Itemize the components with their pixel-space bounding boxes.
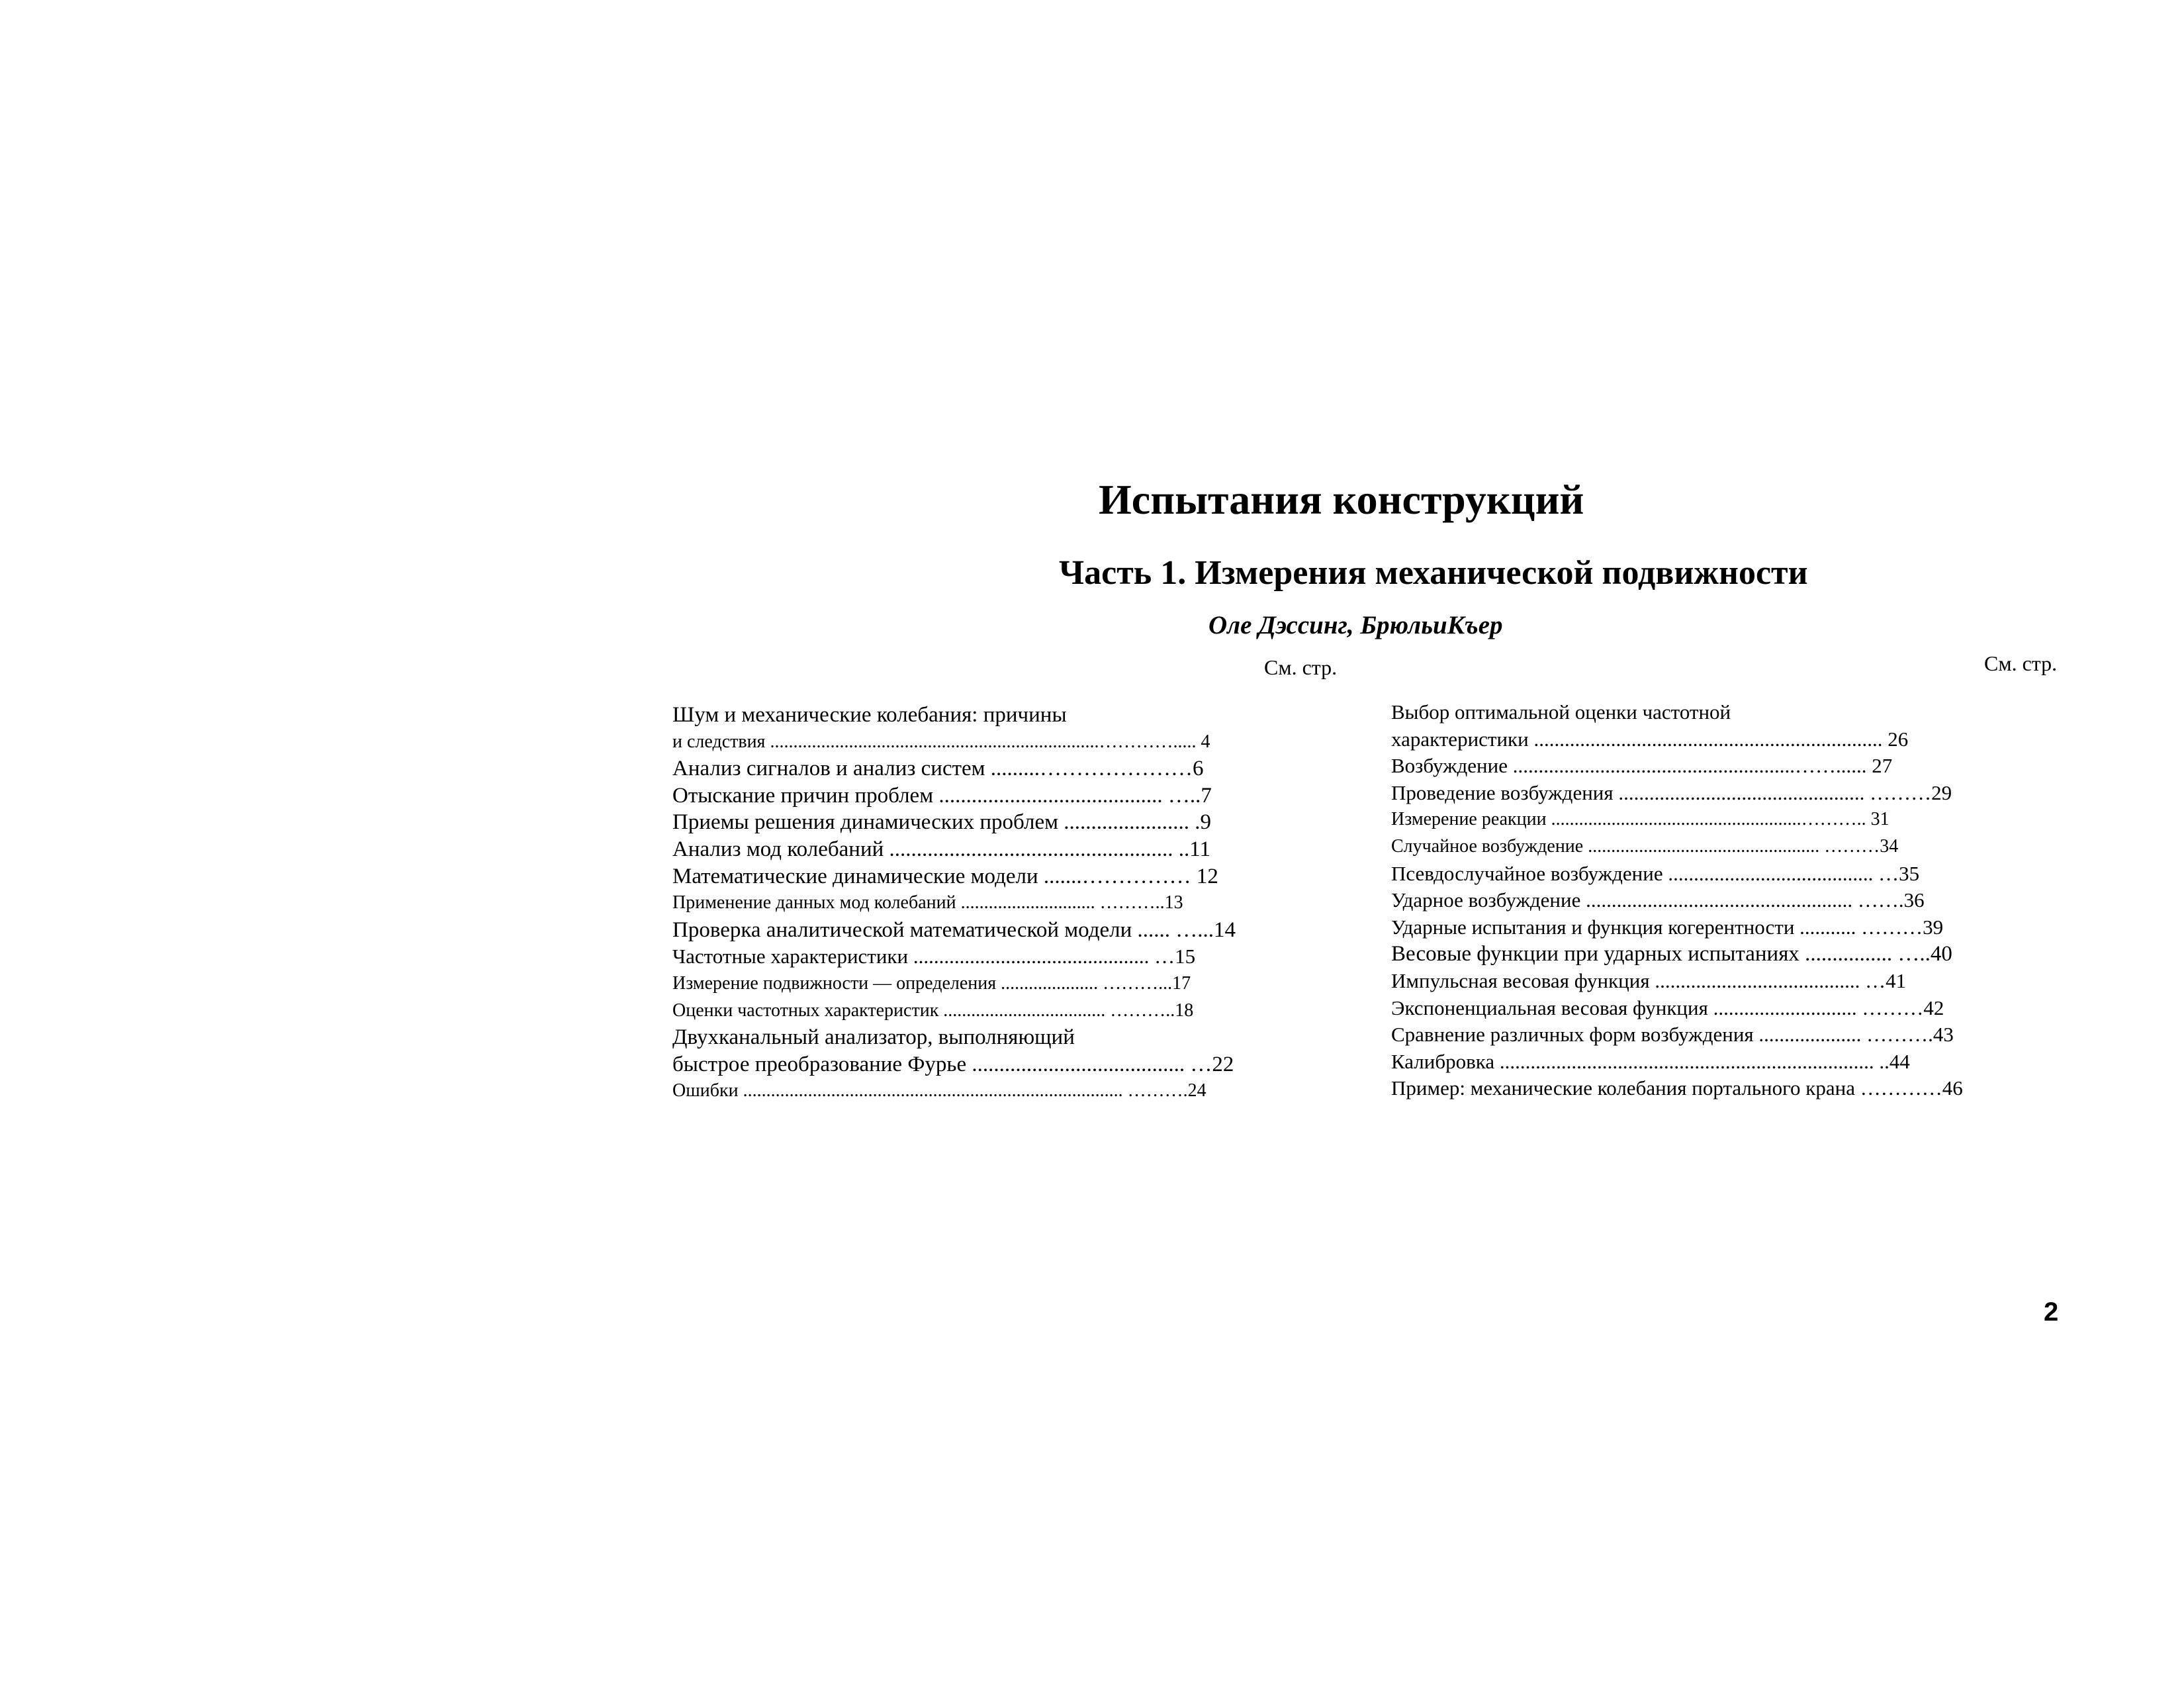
toc-entry: Измерение реакции ......................................................……….. 31 xyxy=(1391,809,1889,830)
toc-entry: Анализ мод колебаний .................................................... ..11 xyxy=(672,837,1211,861)
page-number: 2 xyxy=(2044,1297,2059,1327)
toc-entry: Импульсная весовая функция ........................................ …41 xyxy=(1391,968,1907,992)
toc-entry: и следствия .......................................................................…………..... 4 xyxy=(672,731,1210,752)
toc-entry: Возбуждение .......................................................……...... 27 xyxy=(1391,754,1893,778)
toc-entry: Псевдослучайное возбуждение ........................................ …35 xyxy=(1391,861,1920,885)
see-page-label-left: См. стр. xyxy=(1264,655,1338,679)
toc-entry: Проведение возбуждения ................................................ ………29 xyxy=(1391,780,1952,804)
toc-column-right xyxy=(1391,699,2040,1102)
toc-entry: Экспоненциальная весовая функция ............................ ………42 xyxy=(1391,996,1944,1019)
toc-entry: Случайное возбуждение .................................................. ………34 xyxy=(1391,835,1899,857)
toc-entry: Приемы решения динамических проблем ....................... .9 xyxy=(672,810,1211,835)
part-subtitle: Часть 1. Измерения механической подвижности xyxy=(1059,554,1808,592)
toc-entry: Весовые функции при ударных испытаниях ................ …..40 xyxy=(1391,942,1952,966)
toc-entry: Анализ сигналов и анализ систем .........…………………6 xyxy=(672,757,1204,781)
toc-entry: Ошибки .................................................................................. ……….24 xyxy=(672,1080,1206,1102)
toc-entry: Шум и механические колебания: причины xyxy=(672,703,1067,727)
toc-entry: Математические динамические модели .......…………… 12 xyxy=(672,864,1218,888)
toc-entry: Частотные характеристики .............................................. …15 xyxy=(672,945,1196,968)
toc-entry: Калибровка ......................................................................... ..44 xyxy=(1391,1049,1910,1073)
toc-entry: Ударное возбуждение .................................................... …….36 xyxy=(1391,888,1925,912)
toc-entry: Сравнение различных форм возбуждения .................... ……….43 xyxy=(1391,1023,1954,1047)
authors-line: Оле Дэссинг, БрюльиКъер xyxy=(1208,611,1503,639)
toc-entry: характеристики .................................................................... 26 xyxy=(1391,727,1909,751)
toc-entry: Ударные испытания и функция когерентности ........... ………39 xyxy=(1391,915,1944,939)
toc-entry: Измерение подвижности — определения ..................... ………...17 xyxy=(672,972,1191,994)
toc-entry: быстрое преобразование Фурье ....................................... …22 xyxy=(672,1052,1234,1076)
toc-column-left xyxy=(672,702,1295,1105)
toc-entry: Оценки частотных характеристик ................................... ………..18 xyxy=(672,1000,1194,1021)
see-page-label-right: См. стр. xyxy=(1984,651,2058,675)
toc-entry: Пример: механические колебания портального крана …………46 xyxy=(1391,1076,1963,1100)
toc-entry: Выбор оптимальной оценки частотной xyxy=(1391,700,1731,724)
toc-entry: Проверка аналитической математической модели ...... …...14 xyxy=(672,917,1236,942)
toc-entry: Двухканальный анализатор, выполняющий xyxy=(672,1025,1075,1050)
toc-entry: Отыскание причин проблем ......................................... …..7 xyxy=(672,783,1212,808)
document-title: Испытания конструкций xyxy=(1099,476,1584,523)
toc-entry: Применение данных мод колебаний ............................. ………..13 xyxy=(672,892,1183,914)
